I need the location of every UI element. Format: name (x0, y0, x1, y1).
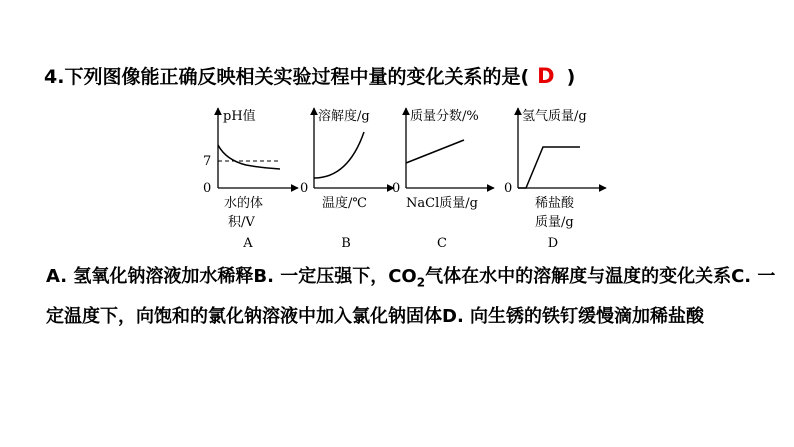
option-b-pre: B. 一定压强下，CO (253, 266, 417, 287)
graphs-figure (190, 96, 630, 256)
graph-a-xlabel-line1: 水的体 (224, 196, 264, 211)
graph-c (392, 108, 494, 251)
graph-d (504, 108, 606, 251)
option-c: C. 一定温度下，向饱和的氯化钠溶液中加入氯化钠固体 (46, 266, 776, 327)
graph-d-letter: D (547, 236, 559, 251)
graph-b-origin: 0 (300, 181, 309, 196)
graph-a-ylabel: pH值 (223, 109, 256, 124)
option-b (253, 266, 732, 290)
question-text: 下列图像能正确反映相关实验过程中量的变化关系的是( (64, 66, 530, 88)
answer-letter: D (537, 64, 555, 88)
graph-d-line (518, 147, 580, 188)
graph-c-origin: 0 (392, 181, 401, 196)
graph-b-letter: B (341, 236, 351, 251)
question-close: ) (566, 66, 576, 88)
graph-a-tick-7: 7 (203, 154, 212, 169)
graph-c-letter: C (437, 236, 447, 251)
graph-c-xlabel: NaCl质量/g (406, 196, 478, 211)
graph-a-xlabel-line2: 积/V (228, 215, 255, 230)
graph-d-xlabel-line1: 稀盐酸 (535, 196, 575, 211)
graph-b-curve (314, 132, 364, 178)
graph-c-ylabel: 质量分数/% (410, 109, 479, 124)
graph-a (203, 108, 298, 251)
question-number: 4. (44, 66, 65, 88)
graph-d-ylabel: 氢气质量/g (522, 109, 587, 124)
option-d: D. 向生锈的铁钉缓慢滴加稀盐酸 (442, 305, 705, 327)
option-a: A. 氢氧化钠溶液加水稀释 (46, 266, 254, 287)
graph-c-line (406, 140, 464, 163)
question-stem (44, 62, 575, 89)
option-b-post: 气体在水中的溶解度与温度的变化关系 (425, 266, 732, 287)
graph-d-origin: 0 (504, 181, 513, 196)
graph-d-xlabel-line2: 质量/g (535, 215, 574, 230)
graph-b-ylabel: 溶解度/g (318, 109, 370, 124)
option-b-subscript: 2 (416, 275, 426, 290)
graph-a-letter: A (243, 236, 253, 251)
graph-b (300, 108, 394, 251)
graph-a-origin: 0 (203, 181, 212, 196)
graph-a-curve (218, 145, 280, 169)
answer-options (46, 260, 776, 333)
graph-b-xlabel: 温度/℃ (322, 196, 367, 211)
